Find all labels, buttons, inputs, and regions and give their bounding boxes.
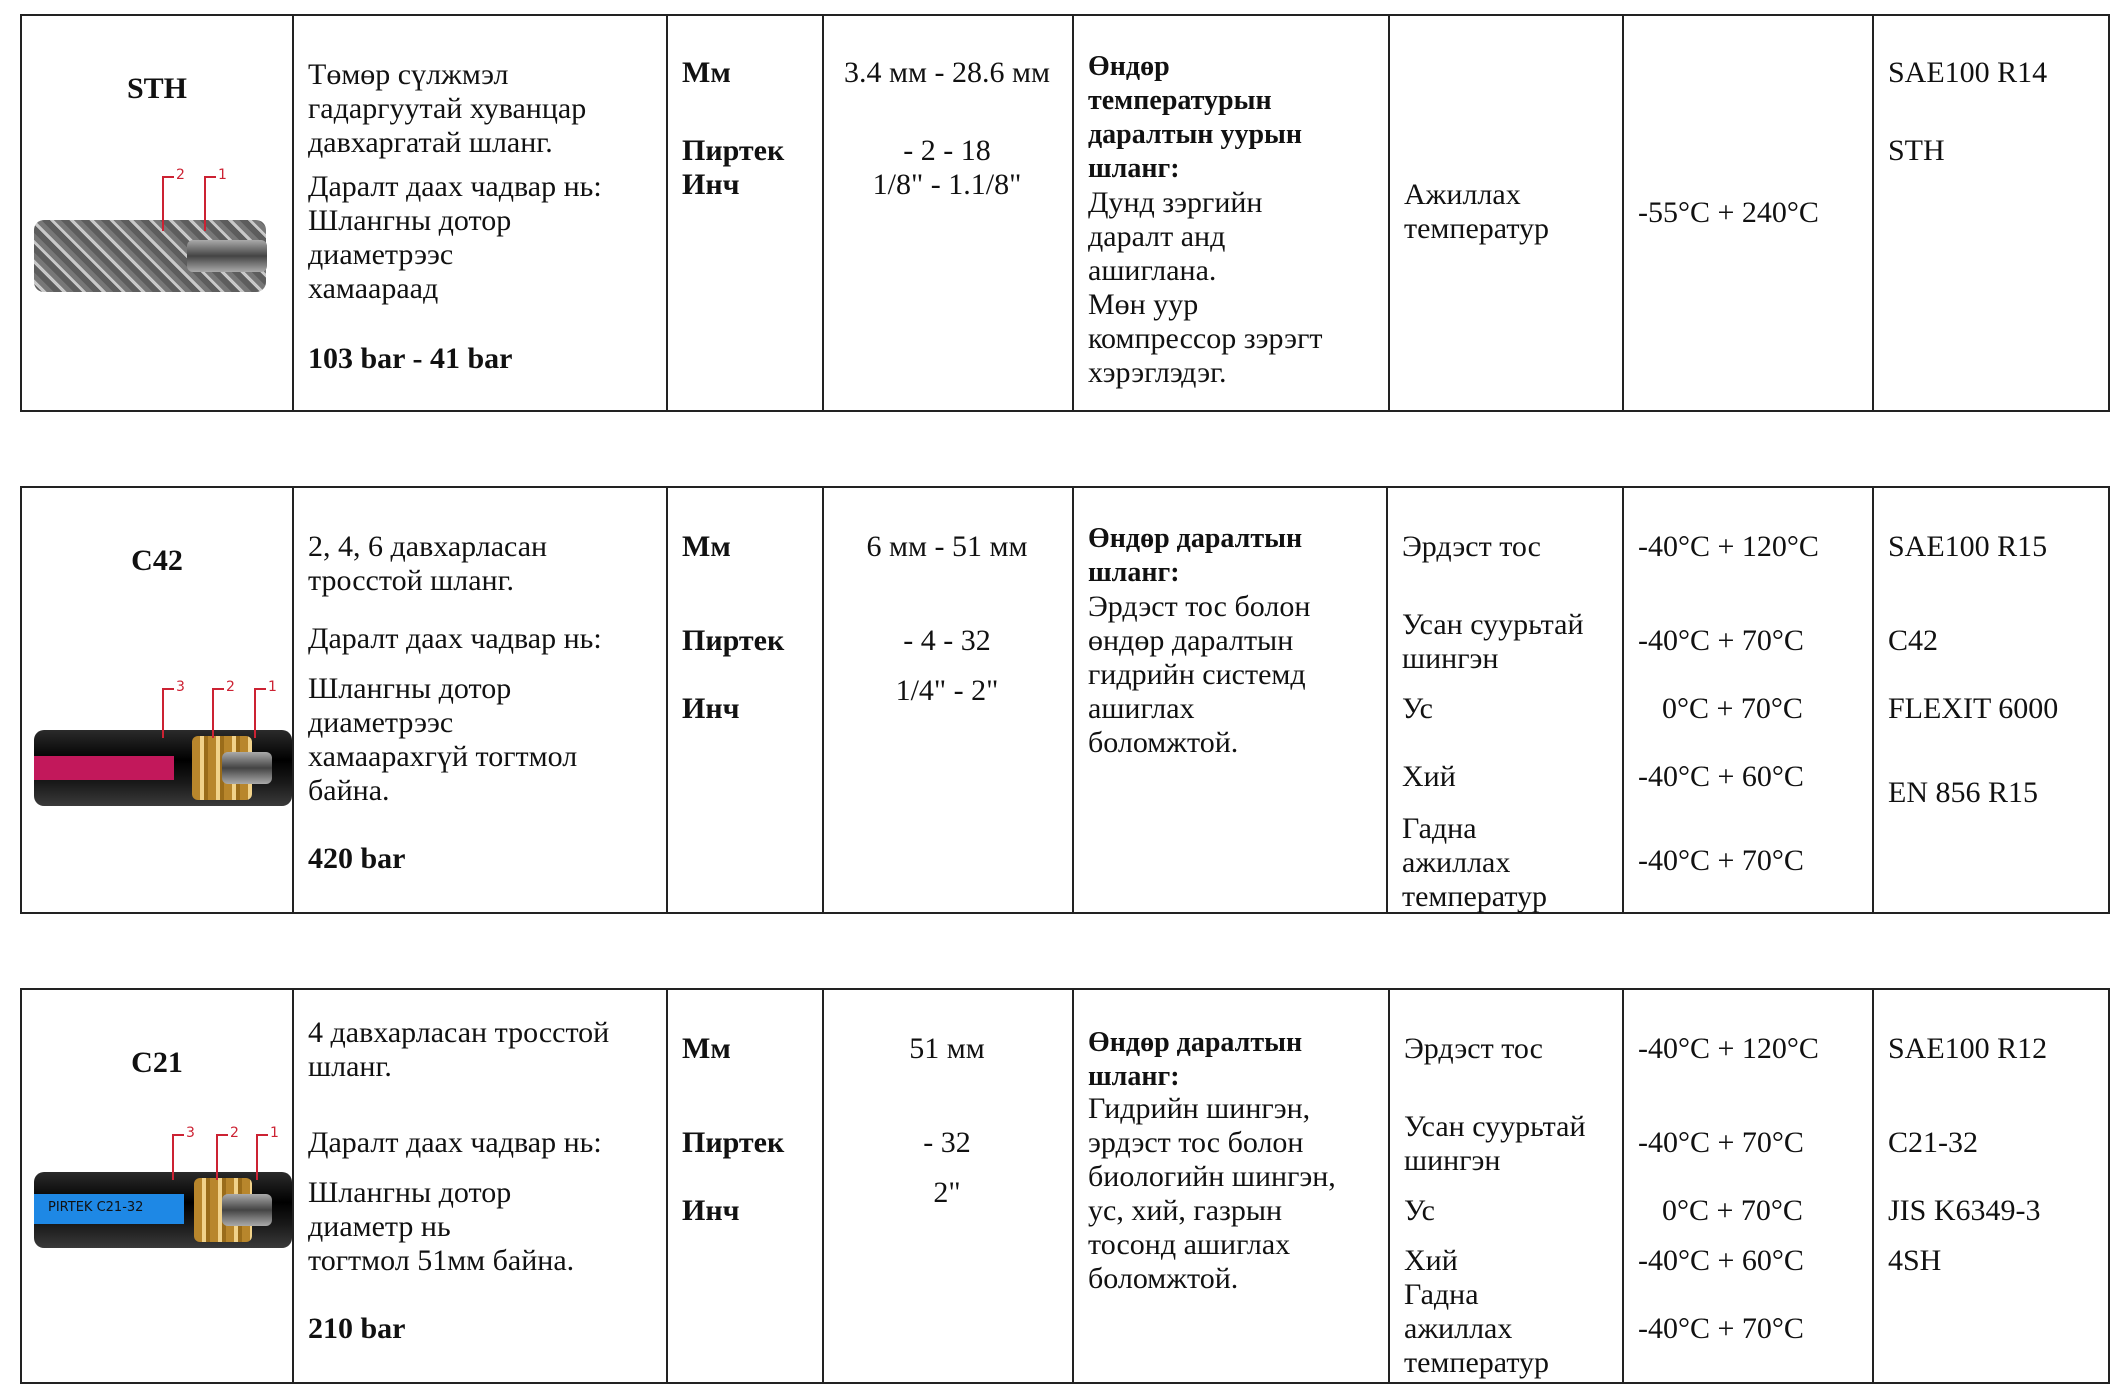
- pressure-label: Даралт даах чадвар нь:: [308, 1126, 602, 1159]
- size-value-pirtek: - 2 - 18: [903, 134, 991, 167]
- hose-image: PIRTEK C21-32 3 2 1: [22, 1130, 292, 1260]
- size-label-mm: Мм: [682, 530, 731, 563]
- size-value-inch: 2": [933, 1176, 961, 1209]
- size-value-mm: 3.4 мм - 28.6 мм: [844, 56, 1050, 89]
- medium: Ус: [1404, 1194, 1435, 1227]
- standard: JIS K6349-3: [1888, 1194, 2041, 1227]
- medium: Усан суурьтай шингэн: [1402, 608, 1584, 675]
- pressure-value: 420 bar: [308, 842, 406, 875]
- temperature-range: -40°C + 70°C: [1638, 1312, 1804, 1345]
- product-description: 4 давхарласан тросстой шланг.: [308, 1016, 610, 1083]
- size-value-pirtek: - 4 - 32: [903, 624, 991, 657]
- pressure-value: 210 bar: [308, 1312, 406, 1345]
- standard: SAE100 R14: [1888, 56, 2048, 89]
- hose-image: 3 2 1: [22, 678, 292, 808]
- product-code: C42: [131, 544, 183, 577]
- medium: Хий: [1402, 760, 1456, 793]
- temperature-range: -55°C + 240°C: [1638, 196, 1819, 229]
- standard: SAE100 R15: [1888, 530, 2048, 563]
- temperature-range: -40°C + 60°C: [1638, 760, 1804, 793]
- size-label-pirtek: Пиртек: [682, 1126, 785, 1159]
- size-value-mm: 51 мм: [909, 1032, 985, 1065]
- size-label-pirtek: Пиртек: [682, 624, 785, 657]
- pressure-label: Даралт даах чадвар нь:: [308, 170, 602, 203]
- product-code: C21: [131, 1046, 183, 1079]
- product-description: Төмөр сүлжмэл гадаргуутай хуванцар давхаргатай шланг.: [308, 58, 587, 159]
- application-text: Гидрийн шингэн, эрдэст тос болон биологийн шингэн, ус, хий, газрын тосонд ашиглах боломжтой.: [1088, 1092, 1336, 1295]
- hose-image: 2 1: [22, 146, 292, 316]
- product-table-c42: [20, 486, 2110, 914]
- application-title: Өндөр температурын даралтын уурын шланг:: [1088, 51, 1303, 184]
- application-text: Дунд зэргийн даралт анд ашиглана. Мөн уур компрессор зэрэгт хэрэглэдэг.: [1088, 186, 1323, 389]
- temperature-range: -40°C + 120°C: [1638, 1032, 1819, 1065]
- medium: Хий: [1404, 1244, 1458, 1277]
- size-label-mm: Мм: [682, 56, 731, 89]
- standard: C42: [1888, 624, 1939, 657]
- pressure-label: Даралт даах чадвар нь:: [308, 622, 602, 655]
- standard: 4SH: [1888, 1244, 1942, 1277]
- temperature-range: -40°C + 70°C: [1638, 1126, 1804, 1159]
- product-table-sth: [20, 14, 2110, 412]
- temperature-range: 0°C + 70°C: [1662, 692, 1803, 725]
- standard: FLEXIT 6000: [1888, 692, 2059, 725]
- pressure-note: Шлангны дотор диаметр нь тогтмол 51мм байна.: [308, 1176, 575, 1277]
- medium: Гадна ажиллах температур: [1402, 812, 1548, 913]
- size-label-mm: Мм: [682, 1032, 731, 1065]
- pressure-note: Шлангны дотор диаметрээс хамаарахгүй тогтмол байна.: [308, 672, 578, 807]
- medium: Ажиллах температур: [1404, 178, 1550, 245]
- medium: Эрдэст тос: [1404, 1032, 1543, 1065]
- size-label-inch: Инч: [682, 168, 740, 201]
- size-value-inch: 1/4" - 2": [895, 674, 999, 707]
- product-description: 2, 4, 6 давхарласан тросстой шланг.: [308, 530, 548, 597]
- size-label-inch: Инч: [682, 692, 740, 725]
- temperature-range: -40°C + 60°C: [1638, 1244, 1804, 1277]
- medium: Гадна ажиллах температур: [1404, 1278, 1550, 1379]
- size-value-inch: 1/8" - 1.1/8": [872, 168, 1022, 201]
- application-title: Өндөр даралтын шланг:: [1088, 523, 1303, 588]
- standard: EN 856 R15: [1888, 776, 2038, 809]
- size-value-pirtek: - 32: [923, 1126, 971, 1159]
- pressure-note: Шлангны дотор диаметрээс хамаараад: [308, 204, 512, 305]
- medium: Эрдэст тос: [1402, 530, 1541, 563]
- temperature-range: -40°C + 70°C: [1638, 844, 1804, 877]
- size-label-inch: Инч: [682, 1194, 740, 1227]
- standard: C21-32: [1888, 1126, 1978, 1159]
- temperature-range: 0°C + 70°C: [1662, 1194, 1803, 1227]
- application-text: Эрдэст тос болон өндөр даралтын гидрийн системд ашиглах боломжтой.: [1088, 590, 1311, 759]
- standard: STH: [1888, 134, 1945, 167]
- pressure-value: 103 bar - 41 bar: [308, 342, 513, 375]
- product-table-c21: [20, 988, 2110, 1384]
- temperature-range: -40°C + 70°C: [1638, 624, 1804, 657]
- hose-print: PIRTEK C21-32: [48, 1200, 144, 1215]
- temperature-range: -40°C + 120°C: [1638, 530, 1819, 563]
- application-title: Өндөр даралтын шланг:: [1088, 1027, 1303, 1092]
- medium: Ус: [1402, 692, 1433, 725]
- standard: SAE100 R12: [1888, 1032, 2048, 1065]
- size-value-mm: 6 мм - 51 мм: [866, 530, 1028, 563]
- medium: Усан суурьтай шингэн: [1404, 1110, 1586, 1177]
- product-code: STH: [126, 72, 188, 105]
- size-label-pirtek: Пиртек: [682, 134, 785, 167]
